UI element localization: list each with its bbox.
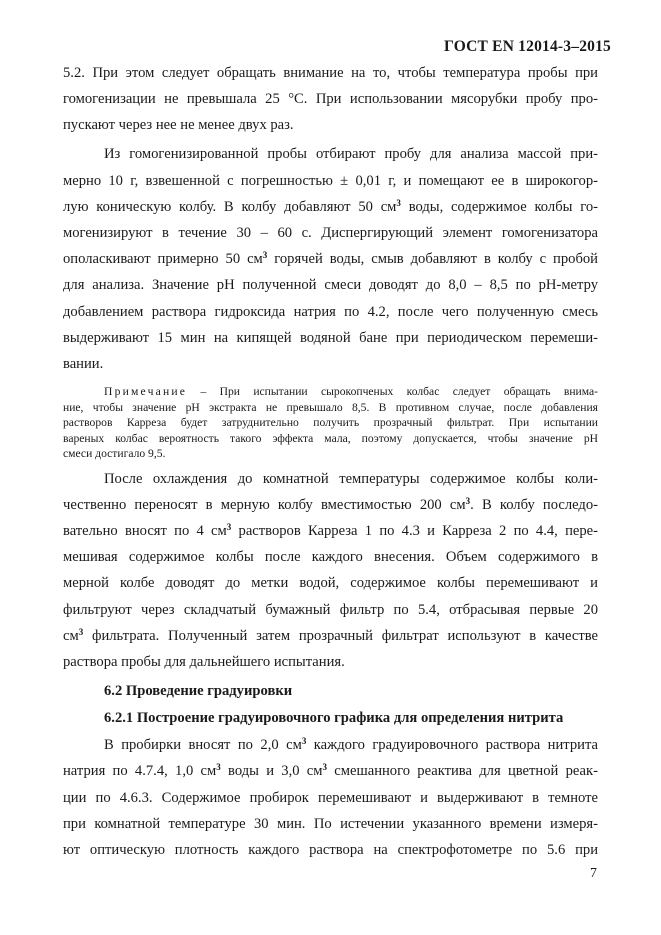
superscript: 3 [226, 522, 232, 532]
section-heading: 6.2 Проведение градуировки [104, 683, 293, 699]
note-line: растворов Карреза будет затруднительно получить прозрачный фильтрат. При испытании [63, 416, 598, 429]
note-line: Примечание – При испытании сырокопченых колбас следует обращать внима- [104, 385, 598, 398]
text-line: фильтруют через складчатый бумажный фильтр по 5.4, отбрасывая первые 20 [63, 602, 598, 618]
page-number: 7 [590, 866, 597, 881]
text-line: $см^3$ фильтрата. Полученный затем прозрачный фильтрат используют в качестве [63, 627, 598, 644]
note-line: ние, чтобы значение рН экстракта не превышало 8,5. В противном случае, после добавления [63, 401, 598, 414]
superscript: 3 [322, 762, 328, 772]
text-line: мешивая содержимое колбы после каждого внесения. Объем содержимого в [63, 549, 598, 565]
text-line: чественно переносят в мерную колбу вместимостью 200 $см^3$. В колбу последо- [63, 496, 599, 513]
text-line: выдерживают 15 мин на кипящей водяной бане при периодическом перемеши- [63, 330, 598, 346]
superscript: 3 [262, 250, 268, 260]
text-line: ции по 4.6.3. Содержимое пробирок перемешивают и выдерживают в темноте [63, 790, 598, 806]
text-line: ополаскивают примерно 50 $см^3$ горячей воды, смыв добавляют в колбу с пробой [63, 250, 598, 267]
text-line: раствора пробы для дальнейшего испытания. [63, 654, 345, 670]
text-line: вании. [63, 356, 104, 372]
subsection-heading: 6.2.1 Построение градуировочного графика для определения нитрита [104, 710, 564, 726]
note-line: смеси достигало 9,5. [63, 447, 166, 460]
superscript: 3 [78, 627, 84, 637]
text-line: натрия по 4.7.4, 1,0 $см^3$ воды и 3,0 $см^3$ смешанного реактива для цветной реак- [63, 762, 598, 779]
text-line: добавлением раствора гидроксида натрия по 4.2, после чего полученную смесь [63, 304, 598, 320]
text-line: лую коническую колбу. В колбу добавляют 50 $см^3$ воды, содержимое колбы го- [63, 198, 598, 215]
text-line: пускают через нее не менее двух раз. [63, 117, 294, 133]
note-line: вареных колбас вероятность такого эффекта мала, поэтому допускается, чтобы значение рН [63, 432, 598, 445]
superscript: 3 [465, 496, 471, 506]
superscript: 3 [216, 762, 221, 772]
text-line: 5.2. При этом следует обращать внимание на то, чтобы температура пробы при [63, 65, 598, 81]
text-line: Из гомогенизированной пробы отбирают пробу для анализа массой при- [104, 146, 598, 162]
superscript: 3 [396, 198, 401, 208]
superscript: 3 [301, 736, 307, 746]
text-line: ют оптическую плотность каждого раствора на спектрофотометре по 5.6 при [63, 842, 598, 858]
document-header: ГОСТ EN 12014-3–2015 [444, 38, 611, 55]
text-line: мерной колбе доводят до метки водой, содержимое колбы перемешивают и [63, 575, 598, 591]
text-line: при комнатной температуре 30 мин. По истечении указанного времени измеря- [63, 816, 598, 832]
text-line: После охлаждения до комнатной температуры содержимое колбы коли- [104, 471, 598, 487]
text-line: вательно вносят по 4 $см^3$ растворов Карреза 1 по 4.3 и Карреза 2 по 4.4, пере- [63, 522, 598, 539]
text-line: мерно 10 г, взвешенной с погрешностью ± 0,01 г, и помещают ее в широкогор- [63, 173, 598, 189]
note-label: Примечание [104, 385, 188, 398]
text-line: гомогенизации не превышала 25 °С. При использовании мясорубки пробу про- [63, 91, 598, 107]
text-line: для анализа. Значение рН полученной смеси доводят до 8,0 – 8,5 по рН-метру [63, 277, 598, 293]
text-line: могенизируют в течение 30 – 60 с. Диспергирующий элемент гомогенизатора [63, 225, 598, 241]
text-line: В пробирки вносят по 2,0 $см^3$ каждого градуировочного раствора нитрита [104, 736, 598, 753]
